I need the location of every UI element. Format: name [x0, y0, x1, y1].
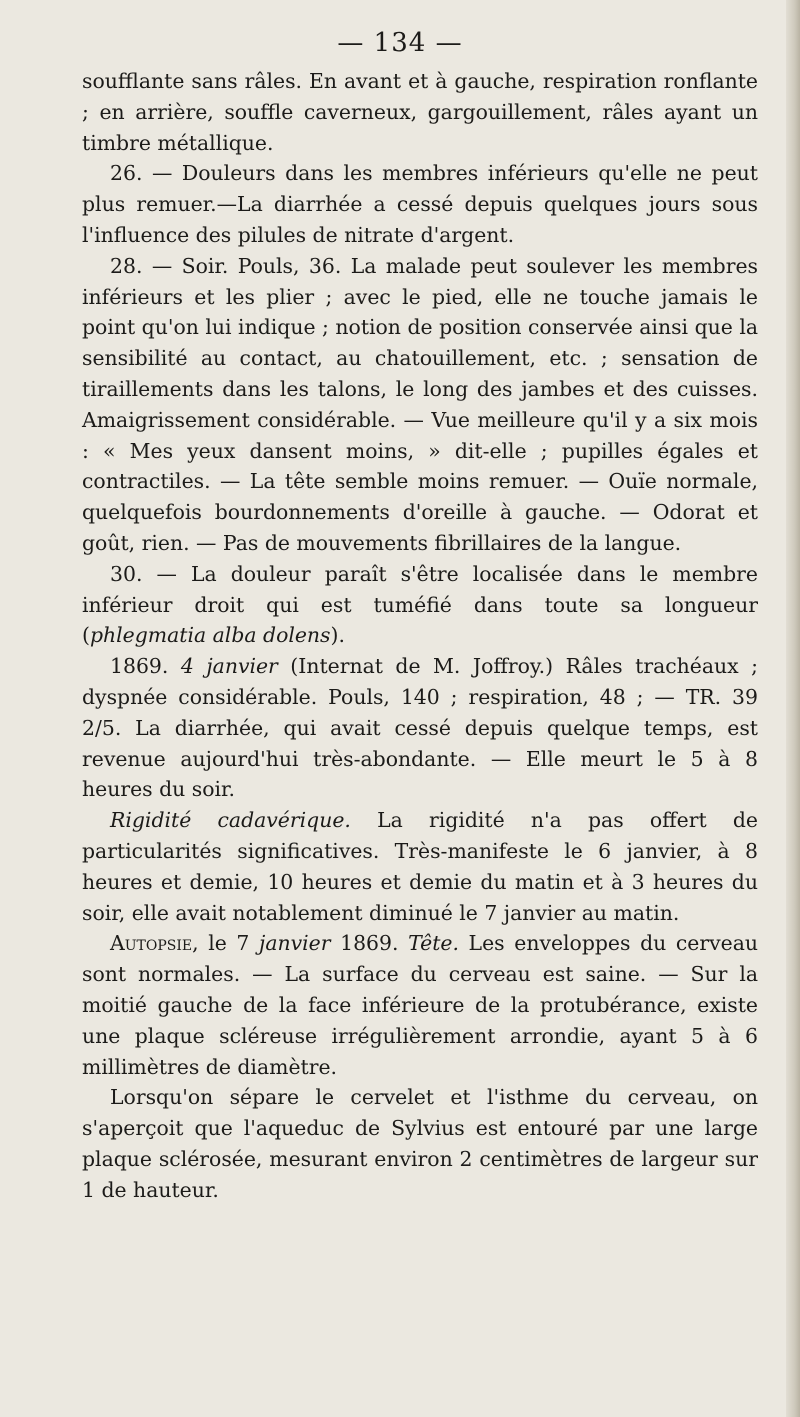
- text-run: La rigidité n'a pas offert de particularités significatives. Très-manifeste le 6 janvier, à 8 heures et demie, 10 heures et demie du matin et à 3 heures du soir, elle avait notablement diminué le 7 janvier au matin.: [82, 808, 758, 925]
- text-run: ).: [330, 623, 345, 648]
- paragraph-entry-26: [82, 158, 758, 250]
- text-run: 28. — Soir. Pouls, 36. La malade peut soulever les membres inférieurs et les plier ; avec le pied, elle ne touche jamais le point qu'on lui indique ; notion de position conservée ainsi que la sensibilité au contact, au chatouillement, etc. ; sensation de tiraillements dans les talons, le long des jambes et des cuisses. Amaigrissement considérable. — Vue meilleure qu'il y a six mois : « Mes yeux dansent moins, » dit-elle ; pupilles égales et contractiles. — La tête semble moins remuer. — Ouïe normale, quelquefois bourdonnements d'oreille à gauche. — Odorat et goût, rien. — Pas de mouvements fibrillaires de la langue.: [82, 253, 758, 555]
- text-run: 1869.: [330, 931, 409, 956]
- paragraph-rigidite: [82, 805, 758, 928]
- paragraph-autopsie: [82, 928, 758, 1082]
- text-run: 30. — La douleur paraît s'être localisée dans le membre inférieur droit qui est tuméfié dans toute sa longueur (: [82, 561, 758, 648]
- paragraph-entry-28: [82, 251, 758, 559]
- page-number: — 134 —: [337, 28, 463, 58]
- paragraph-cervelet: [82, 1082, 758, 1205]
- italic-heading: Rigidité cadavérique.: [110, 808, 351, 833]
- smallcaps-heading: Autopsie,: [110, 931, 199, 956]
- body-text: [82, 66, 758, 1205]
- text-run: Lorsqu'on sépare le cervelet et l'isthme du cerveau, on s'aperçoit que l'aqueduc de Sylvius est entouré par une large plaque sclérosée, mesurant environ 2 centimètres de largeur sur 1 de hauteur.: [82, 1085, 758, 1202]
- text-run: le 7: [198, 931, 260, 956]
- text-run: soufflante sans râles. En avant et à gauche, respiration ronflante ; en arrière, souffle caverneux, gargouillement, râles ayant un timbre métallique.: [82, 69, 758, 155]
- italic-heading: Tête.: [408, 931, 459, 956]
- italic-date: janvier: [259, 931, 331, 956]
- text-run: (Internat de M. Joffroy.) Râles trachéaux ; dyspnée considérable. Pouls, 140 ; respiration, 48 ; — TR. 39 2/5. La diarrhée, qui avait cessé depuis quelque temps, est revenue aujourd'hui très-abondante. — Elle meurt le 5 à 8 heures du soir.: [82, 654, 758, 802]
- italic-term: phlegmatia alba dolens: [89, 623, 331, 648]
- page-edge-shadow: [786, 0, 800, 1417]
- text-run: 1869.: [110, 654, 181, 679]
- paragraph-continuation: [82, 66, 758, 158]
- paragraph-entry-1869: [82, 651, 758, 805]
- text-run: 26. — Douleurs dans les membres inférieurs qu'elle ne peut plus remuer.—La diarrhée a cessé depuis quelques jours sous l'influence des pilules de nitrate d'argent.: [82, 161, 758, 247]
- text-run: Les enveloppes du cerveau sont normales. — La surface du cerveau est saine. — Sur la moitié gauche de la face inférieure de la protubérance, existe une plaque scléreuse irrégulièrement arrondie, ayant 5 à 6 millimètres de diamètre.: [82, 931, 759, 1079]
- italic-date: 4 janvier: [180, 654, 278, 679]
- paragraph-entry-30: [82, 559, 758, 651]
